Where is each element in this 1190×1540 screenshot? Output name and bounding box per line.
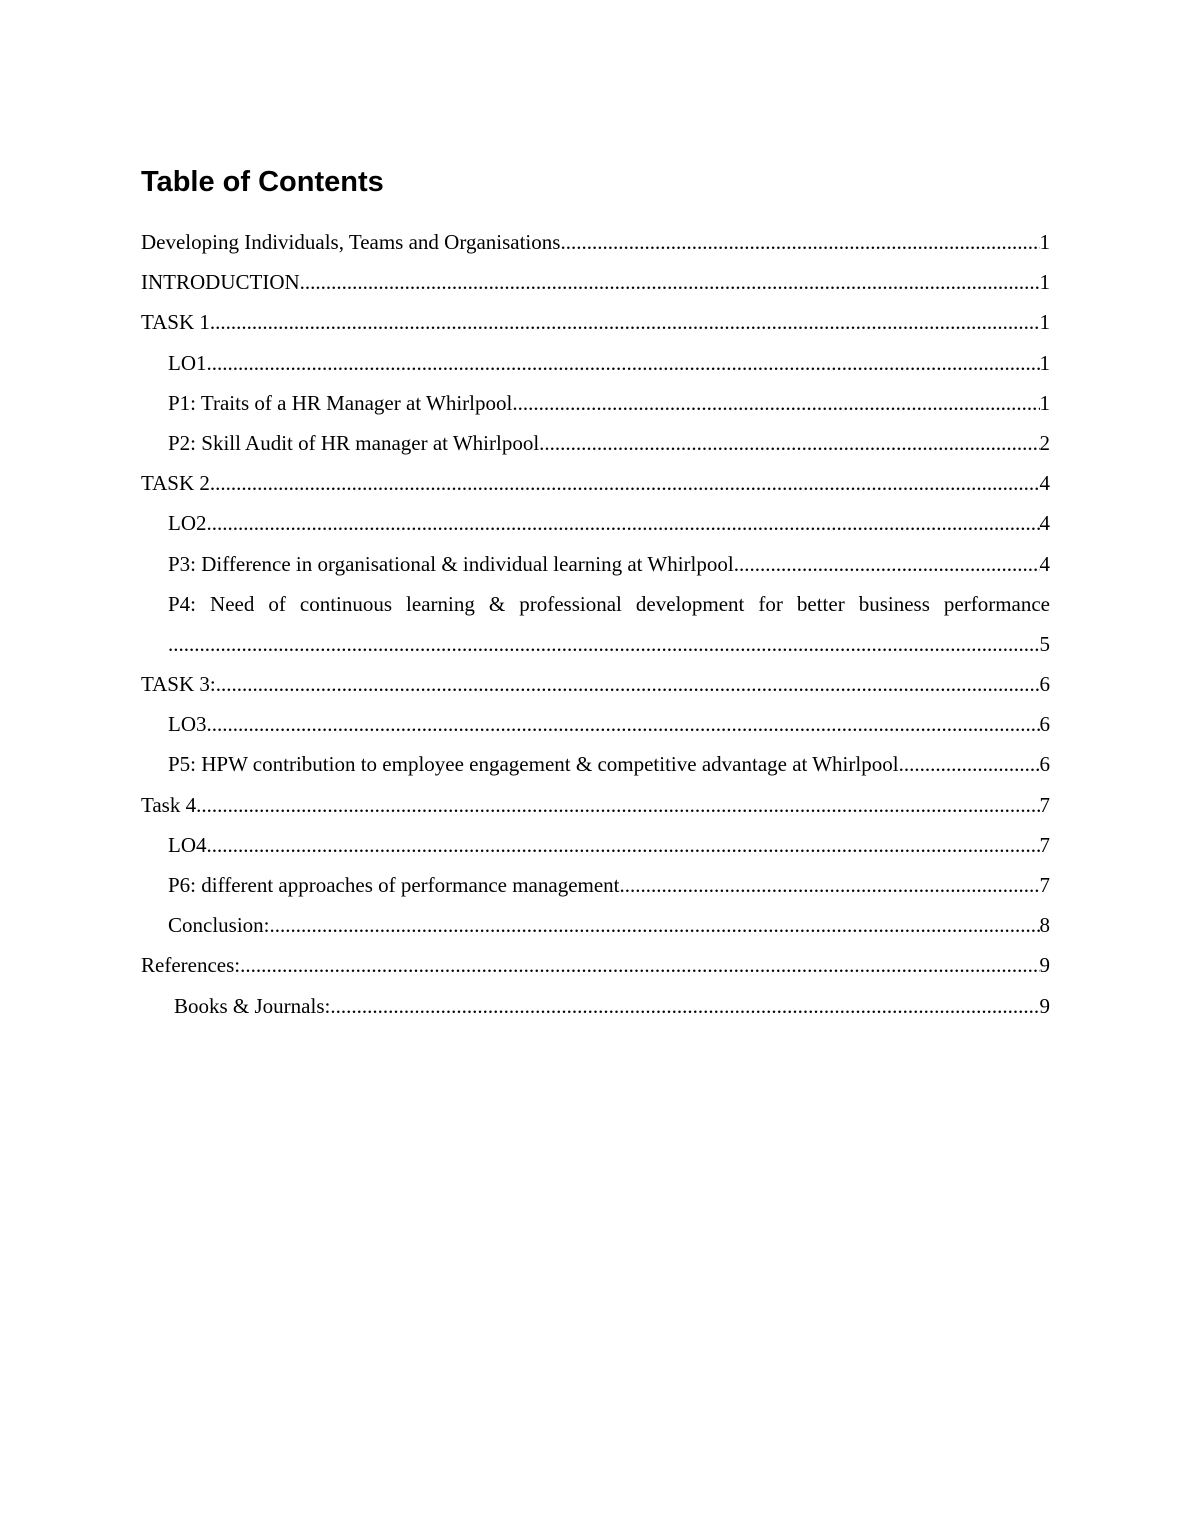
toc-entry[interactable] xyxy=(141,704,1050,744)
dot-leader xyxy=(512,383,1039,423)
toc-entry[interactable] xyxy=(141,423,1050,463)
toc-entry-page: 6 xyxy=(1039,752,1050,777)
toc-entry-label: References: xyxy=(141,953,241,978)
toc-entry[interactable] xyxy=(141,463,1050,503)
toc-heading: Table of Contents xyxy=(141,166,384,198)
toc-entry[interactable] xyxy=(141,343,1050,383)
toc-entry-page: 9 xyxy=(1039,993,1050,1018)
toc-entry-page: 4 xyxy=(1039,471,1050,496)
toc-entry-label: Developing Individuals, Teams and Organisations xyxy=(141,230,561,254)
toc-entry-continuation xyxy=(168,624,1050,664)
toc-entry-page: 1 xyxy=(1039,390,1050,415)
dot-leader xyxy=(240,945,1039,985)
toc-entry-label: LO2 xyxy=(168,511,207,536)
dot-leader xyxy=(196,785,1039,825)
toc-entry-page: 4 xyxy=(1039,551,1050,576)
dot-leader xyxy=(210,463,1040,503)
dot-leader xyxy=(330,986,1039,1026)
dot-leader xyxy=(734,544,1040,584)
toc-entry-page: 4 xyxy=(1039,511,1050,536)
dot-leader xyxy=(300,262,1040,302)
toc-entry-label: P5: HPW contribution to employee engagement & competitive advantage at Whirlpool xyxy=(168,752,899,777)
toc-entry[interactable] xyxy=(141,905,1050,945)
toc-entry-page: 6 xyxy=(1039,672,1050,697)
dot-leader xyxy=(560,222,1039,262)
dot-leader xyxy=(207,825,1040,865)
toc-entry-page: 7 xyxy=(1039,873,1050,898)
toc-entry-page: 7 xyxy=(1039,832,1050,857)
dot-leader xyxy=(207,503,1040,543)
toc-entry[interactable] xyxy=(141,544,1050,584)
toc-entry[interactable] xyxy=(141,584,1050,664)
toc-entry-label: LO4 xyxy=(168,832,207,857)
toc-entry[interactable] xyxy=(141,503,1050,543)
toc-entry-label: P1: Traits of a HR Manager at Whirlpool xyxy=(168,390,513,415)
toc-entry-page: 1 xyxy=(1039,230,1050,254)
toc-entry-label: P3: Difference in organisational & individual learning at Whirlpool xyxy=(168,551,734,576)
dot-leader xyxy=(207,704,1040,744)
toc-entry[interactable] xyxy=(141,302,1050,342)
toc-entry-page: 1 xyxy=(1039,270,1050,295)
toc-entry-page: 7 xyxy=(1039,792,1050,817)
toc-entry-label: P2: Skill Audit of HR manager at Whirlpool xyxy=(168,430,540,455)
toc-entry[interactable] xyxy=(141,945,1050,985)
dot-leader xyxy=(168,624,1040,664)
toc-entry-page: 9 xyxy=(1039,953,1050,978)
toc-entry-page: 8 xyxy=(1039,913,1050,938)
dot-leader xyxy=(216,664,1040,704)
toc-entry[interactable] xyxy=(141,664,1050,704)
toc-entry-page: 5 xyxy=(1039,631,1050,656)
toc-entry-page: 1 xyxy=(1039,350,1050,375)
dot-leader xyxy=(210,302,1040,342)
dot-leader xyxy=(539,423,1039,463)
toc-entry[interactable] xyxy=(141,785,1050,825)
toc-entry-label: TASK 1 xyxy=(141,310,210,335)
toc-entry[interactable] xyxy=(141,865,1050,905)
toc-entry[interactable] xyxy=(141,744,1050,784)
toc-entry-page: 6 xyxy=(1039,712,1050,737)
toc-entry-label: P4: Need of continuous learning & professional development for better business performance xyxy=(168,591,1050,616)
toc-entry-label: TASK 2 xyxy=(141,471,210,496)
toc-entry[interactable] xyxy=(141,383,1050,423)
dot-leader xyxy=(899,744,1040,784)
table-of-contents xyxy=(141,222,1050,1026)
toc-entry-label: Task 4 xyxy=(141,792,197,817)
toc-entry-label: TASK 3: xyxy=(141,672,216,697)
toc-entry-label: P6: different approaches of performance management xyxy=(168,873,620,898)
toc-entry[interactable] xyxy=(141,825,1050,865)
toc-entry-page: 1 xyxy=(1039,310,1050,335)
toc-entry-page: 2 xyxy=(1039,430,1050,455)
toc-entry-label: LO1 xyxy=(168,350,207,375)
toc-entry-label: LO3 xyxy=(168,712,207,737)
toc-entry-label: INTRODUCTION xyxy=(141,270,300,295)
toc-entry-label: Conclusion: xyxy=(168,913,270,938)
toc-entry-label: Books & Journals: xyxy=(174,993,331,1018)
toc-entry[interactable] xyxy=(141,262,1050,302)
toc-entry[interactable] xyxy=(141,986,1050,1026)
dot-leader xyxy=(270,905,1040,945)
dot-leader xyxy=(207,343,1040,383)
toc-entry[interactable] xyxy=(141,222,1050,262)
dot-leader xyxy=(620,865,1040,905)
